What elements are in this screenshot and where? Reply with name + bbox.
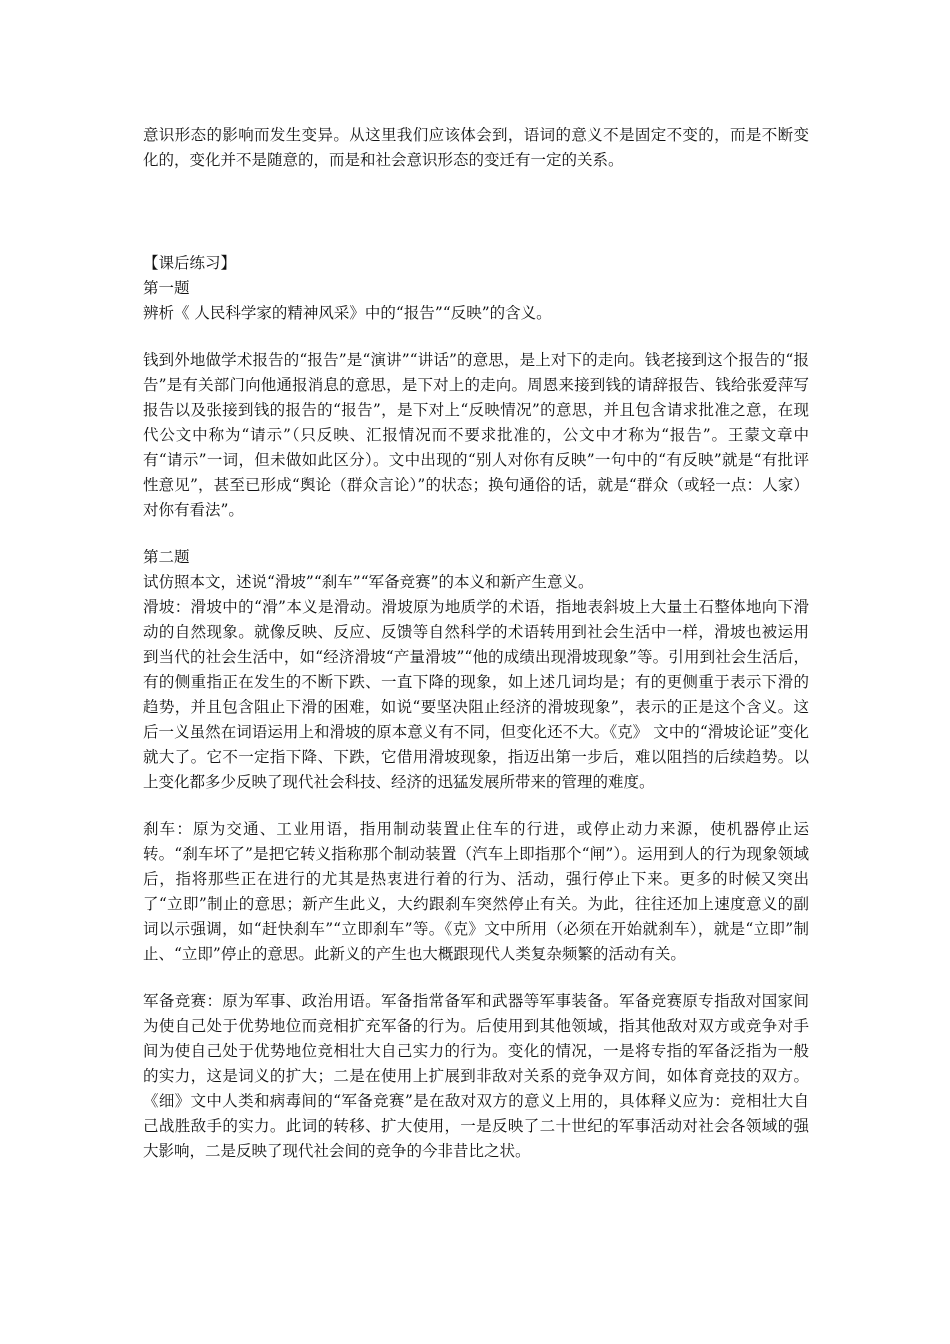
question-1-title: 第一题 xyxy=(143,279,190,297)
question-2-title: 第二题 xyxy=(143,548,190,566)
section-spacer xyxy=(143,173,809,251)
question-1-answer: 钱到外地做学术报告的“报告”是“演讲”“讲话”的意思，是上对下的走向。钱老接到这个报告的“报告”是有关部门向他通报消息的意思，是下对上的走向。周恩来接到钱的请辞报告、钱给张爱萍写报告以及张接到钱的报告的“报告”，是下对上“反映情况”的意思，并且包含请求批准之意，在现代公文中称为“请示”（只反映、汇报情况而不要求批准的，公文中才称为“报告”。王蒙文章中有“请示”一词，但未做如此区分）。文中出现的“别人对你有反映”一句中的“有反映”就是“有批评性意见”，甚至已形成“舆论（群众言论）”的状态；换句通俗的话，就是“群众（或轻一点：人家）对你有看法”。 xyxy=(143,351,809,519)
exercises-heading: 【课后练习】 xyxy=(143,254,237,272)
answer-junbei-jingsai: 军备竞赛：原为军事、政治用语。军备指常备军和武器等军事装备。军备竞赛原专指敌对国家间为使自己处于优势地位而竞相扩充军备的行为。后使用到其他领域，指其他敌对双方或竞争对手间为使自己处于优势地位竞相壮大自己实力的行为。变化的情况，一是将专指的军备泛指为一般的实力，这是词义的扩大；二是在使用上扩展到非敌对关系的竞争双方间，如体育竞技的双方。《细》文中人类和病毒间的“军备竞赛”是在敌对双方的意义上用的，具体释义应为：竞相壮大自己战胜敌手的实力。此词的转移、扩大使用，一是反映了二十世纪的军事活动对社会各领域的强大影响，二是反映了现代社会间的竞争的今非昔比之状。 xyxy=(143,992,809,1160)
paragraph-spacer xyxy=(143,795,809,817)
paragraph-spacer xyxy=(143,326,809,348)
intro-paragraph: 意识形态的影响而发生变异。从这里我们应该体会到，语词的意义不是固定不变的，而是不断变化的，变化并不是随意的，而是和社会意识形态的变迁有一定的关系。 xyxy=(143,126,809,169)
answer-shache: 刹车：原为交通、工业用语，指用制动装置止住车的行进，或停止动力来源，使机器停止运转。“刹车坏了”是把它转义指称那个制动装置（汽车上即指那个“闸”）。运用到人的行为现象领域后，指将那些正在进行的尤其是热衷进行着的行为、活动，强行停止下来。更多的时候又突出了“立即”制止的意思；新产生此义，大约跟刹车突然停止有关。为此，往往还加上速度意义的副词以示强调，如“赶快刹车”“立即刹车”等。《克》文中所用（必须在开始就刹车），就是“立即”制止、“立即”停止的意思。此新义的产生也大概跟现代人类复杂频繁的活动有关。 xyxy=(143,820,809,963)
paragraph-spacer xyxy=(143,523,809,545)
document-body xyxy=(143,123,809,1164)
question-1-prompt: 辨析《 人民科学家的精神风采》中的“报告”“反映”的含义。 xyxy=(143,304,552,322)
paragraph-spacer xyxy=(143,967,809,989)
question-2-prompt: 试仿照本文，述说“滑坡”“刹车”“军备竞赛”的本义和新产生意义。 xyxy=(143,573,594,591)
answer-huapo: 滑坡：滑坡中的“滑”本义是滑动。滑坡原为地质学的术语，指地表斜坡上大量土石整体地向下滑动的自然现象。就像反映、反应、反馈等自然科学的术语转用到社会生活中一样，滑坡也被运用到当代的社会生活中，如“经济滑坡“产量滑坡”“他的成绩出现滑坡现象”等。引用到社会生活后，有的侧重指正在发生的不断下跌、一直下降的现象，如上述几词均是；有的更侧重于表示下滑的趋势，并且包含阻止下滑的困难，如说“要坚决阻止经济的滑坡现象”，表示的正是这个含义。这后一义虽然在词语运用上和滑坡的原本意义有不同，但变化还不大。《克》 文中的“滑坡论证”变化就大了。它不一定指下降、下跌，它借用滑坡现象，指迈出第一步后，难以阻挡的后续趋势。以上变化都多少反映了现代社会科技、经济的迅猛发展所带来的管理的难度。 xyxy=(143,598,809,791)
